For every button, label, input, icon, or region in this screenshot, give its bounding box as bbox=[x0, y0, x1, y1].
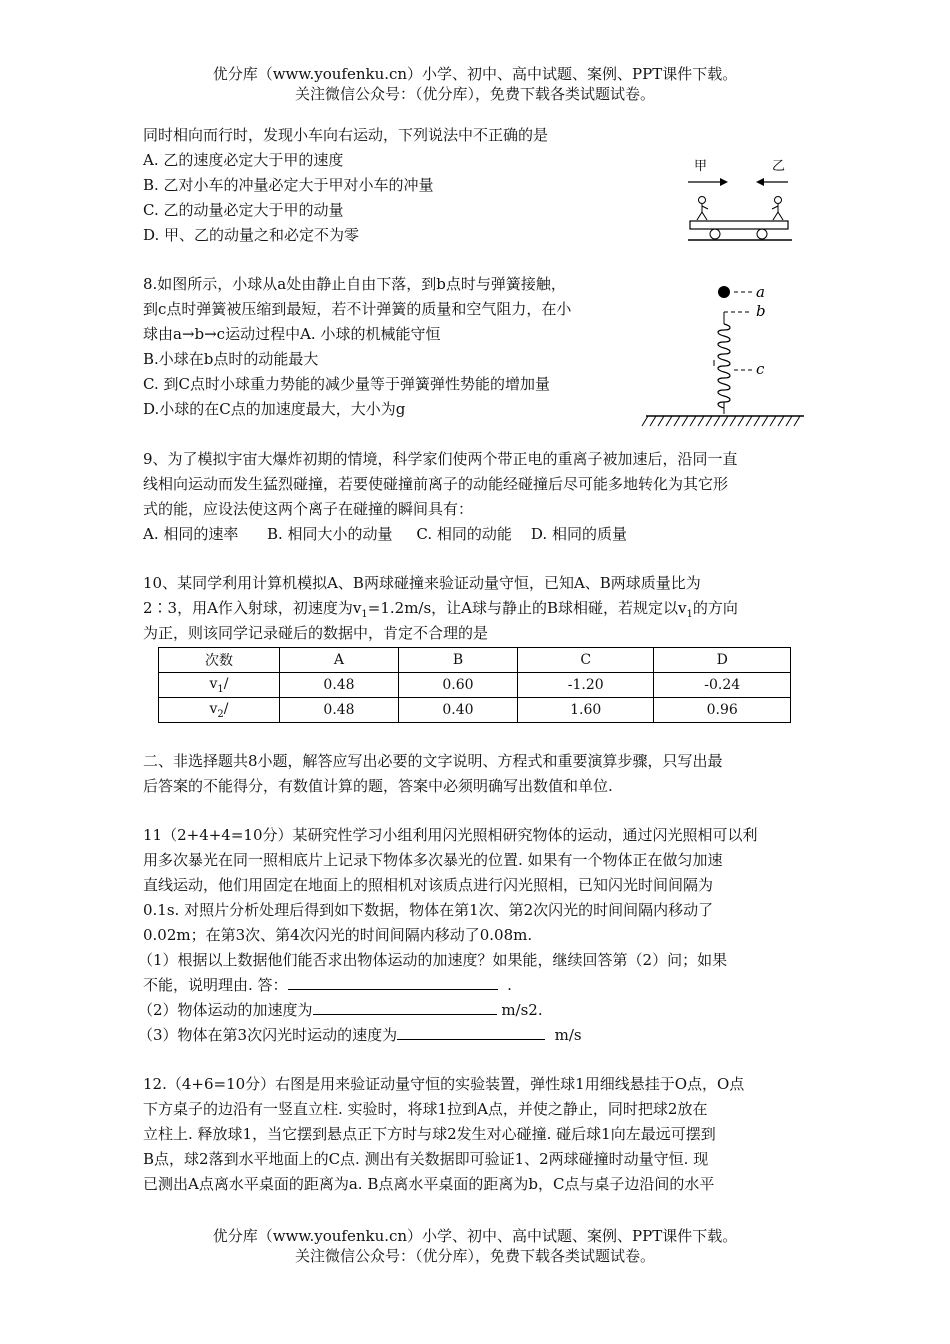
q9-options: A. 相同的速率 B. 相同大小的动量 C. 相同的动能 D. 相同的质量 bbox=[143, 525, 627, 543]
q7-option-d: D. 甲、乙的动量之和必定不为零 bbox=[143, 226, 360, 244]
spring-icon bbox=[718, 324, 730, 408]
q8-line-4: B.小球在b点时的动能最大 bbox=[143, 350, 319, 368]
cart-body bbox=[690, 221, 788, 229]
q11-part-2: （2）物体运动的加速度为 m/s2. bbox=[138, 1001, 543, 1019]
q12-line-5: 已测出A点离水平桌面的距离为a. B点离水平桌面的距离为b，C点与桌子边沿间的水平 bbox=[143, 1175, 715, 1193]
footer-line-2: 关注微信公众号：（优分库），免费下载各类试题试卷。 bbox=[294, 1247, 655, 1265]
table-cell: B bbox=[398, 648, 517, 673]
answer-blank-1[interactable] bbox=[288, 975, 498, 990]
q11-line-3: 直线运动，他们用固定在地面上的照相机对该质点进行闪光照相，已知闪光时间间隔为 bbox=[143, 876, 714, 894]
cart-figure bbox=[680, 150, 800, 250]
person-jia-icon bbox=[697, 197, 708, 221]
table-cell: 次数 bbox=[159, 648, 280, 673]
cart-label-jia: 甲 bbox=[694, 159, 708, 174]
wheel-icon bbox=[710, 229, 720, 239]
q11-line-4: 0.1s. 对照片分析处理后得到如下数据，物体在第1次、第2次闪光的时间间隔内移动了 bbox=[143, 901, 714, 919]
q11-line-1: 11（2+4+4=10分）某研究性学习小组利用闪光照相研究物体的运动，通过闪光照相可以利 bbox=[143, 826, 758, 844]
q10-line-2: 2∶3，用A作入射球，初速度为$v_1=1.2m/s$，让A球与静止的B球相碰，若规定以$v_1$的方向 bbox=[143, 599, 738, 620]
left-arrow-icon bbox=[756, 178, 764, 186]
q11-part-3: （3）物体在第3次闪光时运动的速度为 m/s bbox=[138, 1026, 582, 1044]
answer-blank-2[interactable] bbox=[313, 1000, 497, 1015]
table-cell: -1.20 bbox=[517, 673, 654, 698]
q7-stem: 同时相向而行时，发现小车向右运动，下列说法中不正确的是 bbox=[143, 126, 549, 144]
table-cell: 0.60 bbox=[398, 673, 517, 698]
table-header-row bbox=[159, 648, 791, 673]
ball-icon bbox=[718, 286, 730, 298]
q7-option-b: B. 乙对小车的冲量必定大于甲对小车的冲量 bbox=[143, 176, 434, 194]
label-c: c bbox=[756, 360, 765, 378]
q11-line-2: 用多次暴光在同一照相底片上记录下物体多次暴光的位置. 如果有一个物体正在做匀加速 bbox=[143, 851, 723, 869]
cart-label-yi: 乙 bbox=[772, 159, 786, 174]
page-footer bbox=[0, 1226, 950, 1266]
q12-line-2: 下方桌子的边沿有一竖直立柱. 实验时，将球1拉到A点，并使之静止，同时把球2放在 bbox=[143, 1100, 708, 1118]
q9-line-3: 式的能，应设法使这两个离子在碰撞的瞬间具有： bbox=[143, 500, 474, 518]
q12-line-1: 12.（4+6=10分）右图是用来验证动量守恒的实验装置，弹性球1用细线悬挂于O点，O点 bbox=[143, 1075, 745, 1093]
q10-line-3: 为正，则该同学记录碰后的数据中，肯定不合理的是 bbox=[143, 624, 489, 642]
person-yi-icon bbox=[772, 197, 783, 221]
table-row bbox=[159, 673, 791, 698]
table-cell: 0.48 bbox=[280, 698, 399, 723]
header-line-2: 关注微信公众号：（优分库），免费下载各类试题试卷。 bbox=[294, 85, 655, 103]
table-cell: $v_2/$ bbox=[159, 698, 280, 723]
table-cell: $v_1/$ bbox=[159, 673, 280, 698]
q11-part-1: （1）根据以上数据他们能否求出物体运动的加速度？如果能，继续回答第（2）问；如果 bbox=[138, 951, 728, 969]
section2-line-1: 二、非选择题共8小题，解答应写出必要的文字说明、方程式和重要演算步骤，只写出最 bbox=[143, 752, 723, 770]
q10-line-1: 10、某同学利用计算机模拟A、B两球碰撞来验证动量守恒，已知A、B两球质量比为 bbox=[143, 574, 701, 592]
spring-figure bbox=[640, 278, 810, 438]
table-cell: 0.40 bbox=[398, 698, 517, 723]
table-cell: A bbox=[280, 648, 399, 673]
label-a: a bbox=[756, 283, 765, 301]
right-arrow-icon bbox=[720, 178, 728, 186]
answer-blank-3[interactable] bbox=[397, 1025, 545, 1040]
table-row bbox=[159, 698, 791, 723]
q7-option-a: A. 乙的速度必定大于甲的速度 bbox=[143, 151, 344, 169]
q8-line-5: C. 到C点时小球重力势能的减少量等于弹簧弹性势能的增加量 bbox=[143, 375, 550, 393]
q8-line-3: 球由a→b→c运动过程中A. 小球的机械能守恒 bbox=[143, 325, 441, 343]
table-cell: 1.60 bbox=[517, 698, 654, 723]
table-cell: 0.96 bbox=[654, 698, 791, 723]
q12-line-3: 立柱上. 释放球1，当它摆到悬点正下方时与球2发生对心碰撞. 碰后球1向左最远可摆到 bbox=[143, 1125, 716, 1143]
table-cell: -0.24 bbox=[654, 673, 791, 698]
q11-part-1-answer-row: 不能，说明理由. 答： . bbox=[143, 976, 512, 994]
q7-option-c: C. 乙的动量必定大于甲的动量 bbox=[143, 201, 344, 219]
q9-line-1: 9、为了模拟宇宙大爆炸初期的情境，科学家们使两个带正电的重离子被加速后，沿同一直 bbox=[143, 450, 738, 468]
q11-line-5: 0.02m；在第3次、第4次闪光的时间间隔内移动了0.08m. bbox=[143, 926, 533, 944]
page-header bbox=[0, 64, 950, 104]
q8-line-1: 8.如图所示，小球从a处由静止自由下落，到b点时与弹簧接触， bbox=[143, 275, 566, 293]
label-b: b bbox=[756, 302, 766, 320]
section2-line-2: 后答案的不能得分，有数值计算的题，答案中必须明确写出数值和单位. bbox=[143, 777, 613, 795]
wheel-icon bbox=[757, 229, 767, 239]
q8-line-6: D.小球的在C点的加速度最大，大小为g bbox=[143, 400, 406, 418]
q12-line-4: B点，球2落到水平地面上的C点. 测出有关数据即可验证1、2两球碰撞时动量守恒. 现 bbox=[143, 1150, 709, 1168]
footer-line-1: 优分库（www.youfenku.cn）小学、初中、高中试题、案例、PPT课件下载。 bbox=[212, 1227, 738, 1245]
q9-line-2: 线相向运动而发生猛烈碰撞，若要使碰撞前离子的动能经碰撞后尽可能多地转化为其它形 bbox=[143, 475, 729, 493]
table-cell: D bbox=[654, 648, 791, 673]
table-cell: C bbox=[517, 648, 654, 673]
header-line-1: 优分库（www.youfenku.cn）小学、初中、高中试题、案例、PPT课件下载。 bbox=[212, 65, 738, 83]
collision-data-table bbox=[158, 647, 791, 723]
q8-line-2: 到c点时弹簧被压缩到最短，若不计弹簧的质量和空气阻力，在小 bbox=[143, 300, 572, 318]
table-cell: 0.48 bbox=[280, 673, 399, 698]
